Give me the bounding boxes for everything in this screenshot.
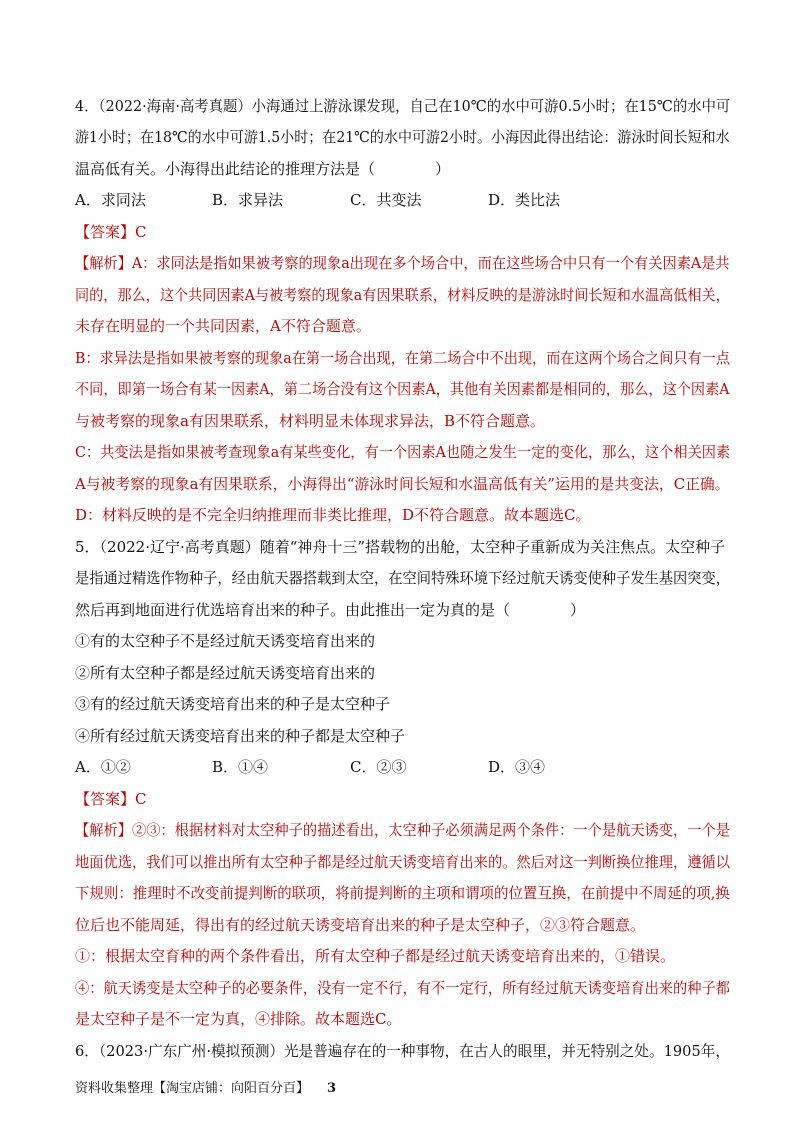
- q5-option-a: A．①②: [75, 758, 131, 776]
- q4-answer: 【答案】C: [75, 223, 147, 241]
- page-number: 3: [327, 1081, 337, 1096]
- q4-stem-line: 温高低有关。小海得出此结论的推理方法是（ ）: [75, 160, 451, 178]
- q4-analysis-line: 未存在明显的一个共同因素，A不符合题意。: [75, 317, 371, 335]
- q5-analysis-line: ①：根据太空育种的两个条件看出，所有太空种子都是经过航天诱变培育出来的，①错误。: [75, 947, 676, 965]
- q5-stem-line: 是指通过精选作物种子，经由航天器搭载到太空，在空间特殊环境下经过航天诱变使种子发生基因突变，: [75, 569, 731, 587]
- q4-stem-line: 游1小时；在18℃的水中可游1.5小时；在21℃的水中可游2小时。小海因此得出结论：游泳时间长短和水: [75, 128, 730, 146]
- q4-analysis-line: 与被考察的现象a有因果联系，材料明显未体现求异法，B不符合题意。: [75, 412, 545, 430]
- q5-stem-line: 5．（2022·辽宁·高考真题）随着“神舟十三”搭载物的出舱，太空种子重新成为关注焦点。太空种子: [75, 538, 726, 556]
- q5-statement: ④所有经过航天诱变培育出来的种子都是太空种子: [75, 727, 406, 745]
- q5-analysis-line: 下规则：推理时不改变前提判断的联项，将前提判断的主项和谓项的位置互换，在前提中不周延的项,换: [75, 884, 730, 902]
- q5-analysis-line: 地面优选，我们可以推出所有太空种子都是经过航天诱变培育出来的。然后对这一判断换位推理，遵循以: [75, 853, 731, 871]
- q5-statement: ②所有太空种子都是经过航天诱变培育出来的: [75, 664, 376, 682]
- q5-analysis-line: ④：航天诱变是太空种子的必要条件，没有一定不行，有不一定行，所有经过航天诱变培育出来的种子都: [75, 979, 731, 997]
- q5-stem-line: 然后再到地面进行优选培育出来的种子。由此推出一定为真的是（ ）: [75, 601, 586, 619]
- q4-option-a: A．求同法: [75, 191, 146, 209]
- q5-analysis-line: 【解析】②③：根据材料对太空种子的描述看出，太空种子必须满足两个条件：一个是航天诱变，一个是: [75, 821, 731, 839]
- q4-analysis-line: 同的，那么，这个共同因素A与被考察的现象a有因果联系，材料反映的是游泳时间长短和水温高低相关，: [75, 286, 730, 304]
- q5-statement: ①有的太空种子不是经过航天诱变培育出来的: [75, 632, 376, 650]
- q4-option-d: D．类比法: [488, 191, 561, 209]
- q4-stem-line: 4．（2022·海南·高考真题）小海通过上游泳课发现，自己在10℃的水中可游0.5小时；在15℃的水中可: [75, 97, 731, 115]
- q5-statement: ③有的经过航天诱变培育出来的种子是太空种子: [75, 695, 391, 713]
- q4-analysis-line: A与被考察的现象a有因果联系，小海得出“游泳时间长短和水温高低有关”运用的是共变法，C正确。: [75, 475, 730, 493]
- q4-option-b: B．求异法: [212, 191, 284, 209]
- q4-analysis-line: 不同，即第一场合有某一因素A，第二场合没有这个因素A，其他有关因素都是相同的，那么，这个因素A: [75, 380, 730, 398]
- page-footer: [75, 1080, 336, 1098]
- q4-analysis-line: D：材料反映的是不完全归纳推理而非类比推理，D不符合题意。故本题选C。: [75, 506, 591, 524]
- q5-answer: 【答案】C: [75, 790, 147, 808]
- q5-analysis-line: 是太空种子是不一定为真，④排除。故本题选C。: [75, 1010, 402, 1028]
- footer-source: 资料收集整理【淘宝店铺：向阳百分百】: [75, 1081, 310, 1096]
- q5-option-b: B．①④: [212, 758, 269, 776]
- q5-option-c: C．②③: [350, 758, 407, 776]
- q5-option-d: D．③④: [488, 758, 546, 776]
- q6-stem-line: 6．（2023·广东广州·模拟预测）光是普遍存在的一种事物，在古人的眼里，并无特别之处。1905年，: [75, 1042, 730, 1060]
- q4-analysis-line: B：求异法是指如果被考察的现象a在第一场合出现，在第二场合中不出现，而在这两个场合之间只有一点: [75, 349, 730, 367]
- q4-analysis-line: C：共变法是指如果被考查现象a有某些变化，有一个因素A也随之发生一定的变化，那么，这个相关因素: [75, 443, 731, 461]
- q4-option-c: C．共变法: [350, 191, 422, 209]
- q4-analysis-line: 【解析】A：求同法是指如果被考察的现象a出现在多个场合中，而在这些场合中只有一个有关因素A是共: [75, 254, 730, 272]
- q5-analysis-line: 位后也不能周延，得出有的经过航天诱变培育出来的种子是太空种子，②③符合题意。: [75, 916, 646, 934]
